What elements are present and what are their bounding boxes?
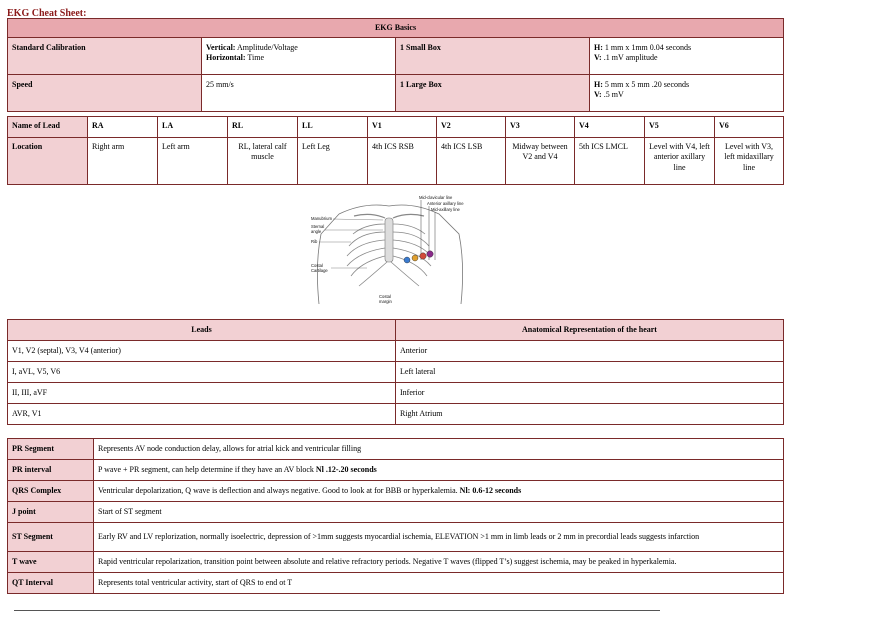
- lead-name: RL: [228, 117, 298, 138]
- basics-value: Vertical: Amplitude/Voltage Horizontal: Time: [202, 38, 396, 75]
- anat-region: Left lateral: [396, 362, 784, 383]
- lead-location: Level with V3, left midaxillary line: [715, 138, 784, 185]
- lead-location: 4th ICS RSB: [368, 138, 437, 185]
- basics-row: [8, 75, 784, 112]
- anat-leads: II, III, aVF: [8, 383, 396, 404]
- lead-location: Level with V4, left anterior axillary line: [645, 138, 715, 185]
- basics-label: 1 Large Box: [396, 75, 590, 112]
- lead-name: V5: [645, 117, 715, 138]
- label-rib: Rib: [311, 239, 318, 244]
- ekg-term-desc: Represents AV node conduction delay, allows for atrial kick and ventricular filling: [94, 439, 784, 460]
- anat-header-region: Anatomical Representation of the heart: [396, 320, 784, 341]
- label-margin: margin: [379, 299, 392, 304]
- sternum: [385, 218, 393, 262]
- ekg-term-desc: Represents total ventricular activity, start of QRS to end ot T: [94, 573, 784, 594]
- ekg-term: T wave: [8, 552, 94, 573]
- basics-value: H: 5 mm x 5 mm .20 seconds V: .5 mV: [590, 75, 784, 112]
- anat-row: [8, 404, 784, 425]
- ekg-basics-header: EKG Basics: [8, 19, 784, 38]
- lead-name: V6: [715, 117, 784, 138]
- ekg-term: J point: [8, 502, 94, 523]
- ekg-term-desc: Early RV and LV replorization, normally isoelectric, depression of >1mm suggests myocardial ischemia, ELEVATION >1 mm in limb leads or 2 mm in precordial leads suggests infarction: [94, 523, 784, 552]
- anat-region: Inferior: [396, 383, 784, 404]
- anat-row: [8, 341, 784, 362]
- page-title: EKG Cheat Sheet:: [7, 8, 87, 19]
- anat-header-leads: Leads: [8, 320, 396, 341]
- lead-location: 4th ICS LSB: [437, 138, 506, 185]
- ekg-terms-table: [7, 438, 784, 594]
- v-lead-dot: [420, 253, 426, 259]
- label-midclavicular: Mid-clavicular line: [419, 195, 453, 200]
- ekg-term: QT Interval: [8, 573, 94, 594]
- lead-location: Right arm: [88, 138, 158, 185]
- lead-location: Left Leg: [298, 138, 368, 185]
- ekg-term-desc: Ventricular depolarization, Q wave is deflection and always negative. Good to look at for BBB or hyperkalemia. Nl: 0.6-12 seconds: [94, 481, 784, 502]
- label-anterior-axillary: Anterior axillary line: [427, 201, 464, 206]
- lead-name: LL: [298, 117, 368, 138]
- basics-value: H: 1 mm x 1mm 0.04 seconds V: .1 mV amplitude: [590, 38, 784, 75]
- label-cartilage: Cartilage: [311, 268, 328, 273]
- label-costal-margin: Costal: [379, 294, 391, 299]
- clavicle: [354, 214, 424, 218]
- basics-value: 25 mm/s: [202, 75, 396, 112]
- anatomical-representation-table: [7, 319, 784, 425]
- anat-region: Anterior: [396, 341, 784, 362]
- lead-name: RA: [88, 117, 158, 138]
- lead-name: V3: [506, 117, 575, 138]
- ekg-term: PR Segment: [8, 439, 94, 460]
- label-costal: Costal: [311, 263, 323, 268]
- anat-leads: I, aVL, V5, V6: [8, 362, 396, 383]
- footer-divider: [14, 610, 660, 611]
- lead-name: V2: [437, 117, 506, 138]
- anat-row: [8, 362, 784, 383]
- chest-lead-diagram: [309, 194, 469, 306]
- lead-name: V1: [368, 117, 437, 138]
- ekg-term: QRS Complex: [8, 481, 94, 502]
- lead-location: 5th ICS LMCL: [575, 138, 645, 185]
- anat-row: [8, 383, 784, 404]
- lead-location: Midway between V2 and V4: [506, 138, 575, 185]
- basics-label: 1 Small Box: [396, 38, 590, 75]
- label-manubrium: Manubrium: [311, 216, 332, 221]
- label-sternal-angle: angle: [311, 229, 322, 234]
- v-lead-dot: [404, 257, 410, 263]
- lead-location: Left arm: [158, 138, 228, 185]
- basics-row: [8, 38, 784, 75]
- ekg-term: ST Segment: [8, 523, 94, 552]
- lead-name: LA: [158, 117, 228, 138]
- label-sternal: Sternal: [311, 224, 325, 229]
- v-lead-dot: [427, 251, 433, 257]
- basics-label: Standard Calibration: [8, 38, 202, 75]
- ekg-term-desc: P wave + PR segment, can help determine if they have an AV block Nl .12-.20 seconds: [94, 460, 784, 481]
- ekg-basics-table: [7, 18, 784, 112]
- lead-name-label: Name of Lead: [8, 117, 88, 138]
- ekg-term: PR interval: [8, 460, 94, 481]
- v-lead-dot: [412, 255, 418, 261]
- lead-name: V4: [575, 117, 645, 138]
- lead-location-label: Location: [8, 138, 88, 185]
- ekg-term-desc: Rapid ventricular repolarization, transition point between absolute and relative refractory periods. Negative T waves (flipped T’s) suggest ischemia, may be peaked in hyperkalemia.: [94, 552, 784, 573]
- label-mid-axillary: Mid-axillary line: [431, 207, 460, 212]
- anat-region: Right Atrium: [396, 404, 784, 425]
- ekg-term-desc: Start of ST segment: [94, 502, 784, 523]
- basics-label: Speed: [8, 75, 202, 112]
- anat-leads: AVR, V1: [8, 404, 396, 425]
- anat-leads: V1, V2 (septal), V3, V4 (anterior): [8, 341, 396, 362]
- lead-placement-table: [7, 116, 784, 185]
- lead-location: RL, lateral calf muscle: [228, 138, 298, 185]
